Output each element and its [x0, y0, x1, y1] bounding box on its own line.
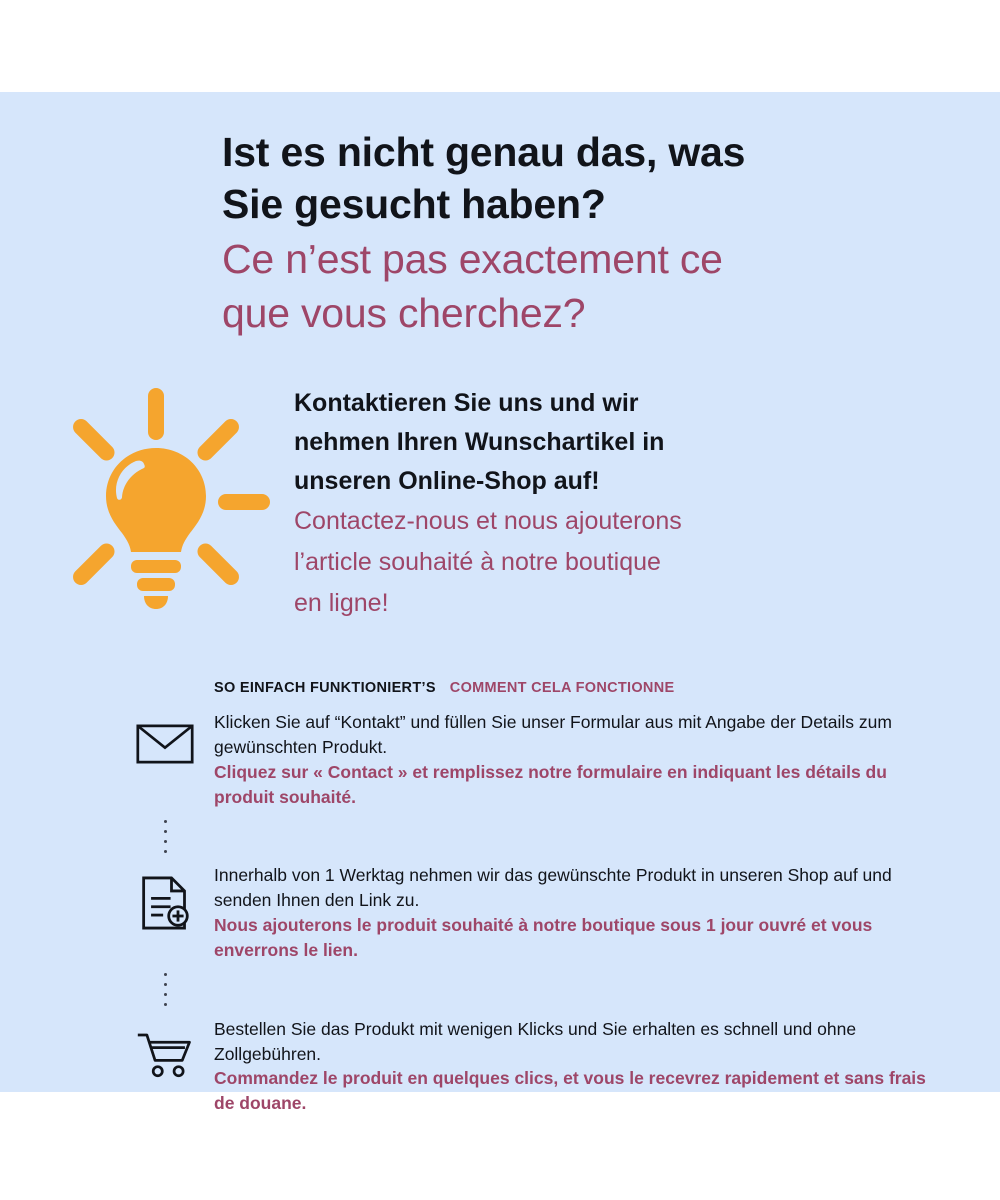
headline-fr-line1: Ce n’est pas exactement ce	[222, 235, 723, 282]
steps-heading-de: SO EINFACH FUNKTIONIERT’S	[214, 680, 436, 696]
step-fr: Nous ajouterons le produit souhaité à notre boutique sous 1 jour ouvré et vous enverrons le lien.	[214, 915, 873, 960]
headline-block	[222, 126, 922, 340]
step-de: Klicken Sie auf “Kontakt” und füllen Sie unser Formular aus mit Angabe der Details zum gewünschten Produkt.	[214, 712, 892, 757]
step-de: Bestellen Sie das Produkt mit wenigen Klicks und Sie erhalten es schnell und ohne Zollgebühren.	[214, 1018, 857, 1064]
step-text	[214, 863, 946, 962]
shopping-cart-icon	[116, 1017, 214, 1079]
headline-fr-line2: que vous cherchez?	[222, 290, 586, 337]
body-fr-line2: l’article souhaité à notre boutique	[294, 548, 661, 576]
list-item	[116, 1017, 946, 1116]
steps-heading-fr: COMMENT CELA FONCTIONNE	[449, 680, 675, 696]
step-fr: Commandez le produit en quelques clics, et vous le recevrez rapidement et sans frais de douane.	[214, 1068, 926, 1114]
headline-de-line1: Ist es nicht genau das, was	[222, 129, 746, 175]
body-fr-line3: en ligne!	[294, 588, 389, 617]
steps-list	[116, 710, 946, 1116]
body-copy-block	[294, 384, 894, 623]
step-text	[214, 1017, 946, 1116]
step-fr: Cliquez sur « Contact » et remplissez notre formulaire en indiquant les détails du produit souhaité.	[214, 761, 887, 807]
body-de-line1: Kontaktieren Sie uns und wir	[294, 389, 639, 417]
headline-de-line2: Sie gesucht haben?	[222, 181, 606, 228]
body-de-line2: nehmen Ihren Wunschartikel in	[294, 427, 665, 456]
steps-heading	[214, 680, 674, 696]
banner-panel	[0, 92, 1000, 1114]
body-de-line3: unseren Online-Shop auf!	[294, 466, 600, 495]
list-item	[116, 863, 946, 962]
list-item	[116, 710, 946, 809]
dotted-connector	[116, 809, 214, 863]
body-fr-line1: Contactez-nous et nous ajouterons	[294, 507, 682, 536]
envelope-icon	[116, 710, 214, 766]
lightbulb-icon	[36, 382, 276, 622]
step-text	[214, 710, 946, 809]
step-de: Innerhalb von 1 Werktag nehmen wir das gewünschte Produkt in unseren Shop auf und senden Ihnen den Link zu.	[214, 865, 892, 911]
document-add-icon	[116, 863, 214, 931]
dotted-connector	[116, 963, 214, 1017]
